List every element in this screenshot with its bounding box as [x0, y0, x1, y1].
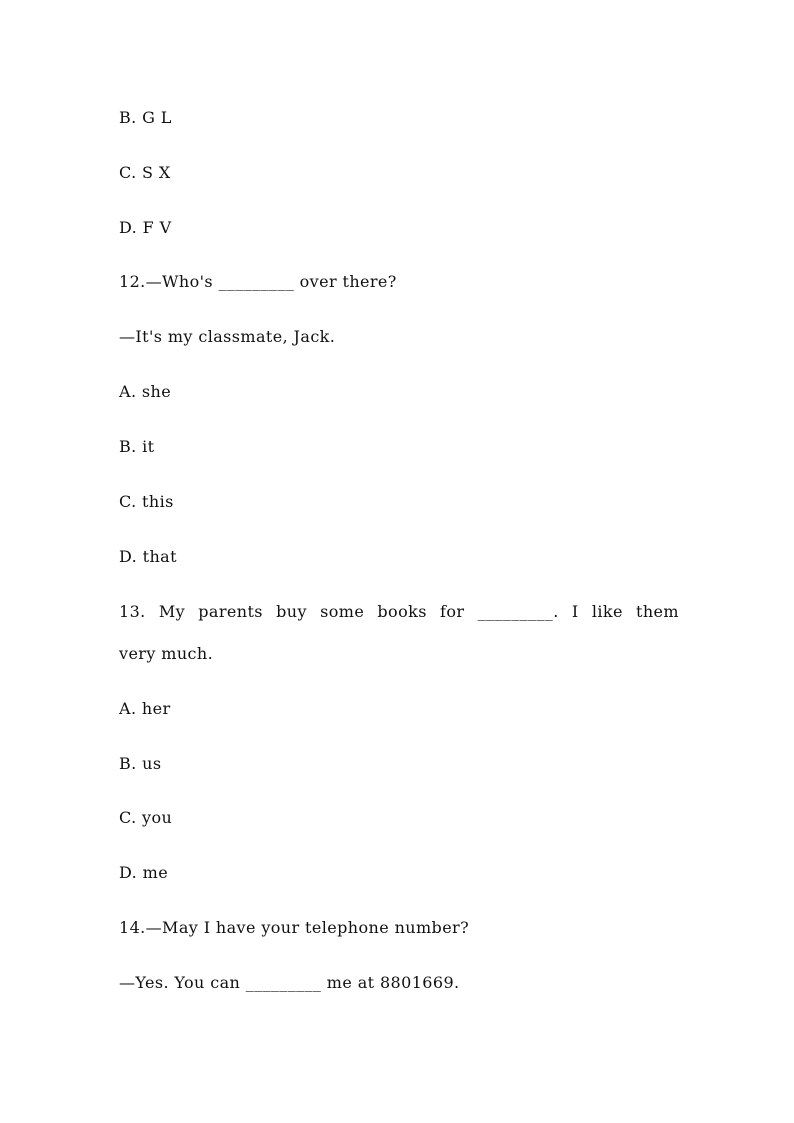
- q13-question-stem-line2: very much.: [119, 644, 214, 663]
- q12-dialogue-reply: —It's my classmate, Jack.: [119, 327, 336, 346]
- q13-option-a: A. her: [119, 699, 171, 718]
- q11-option-b: B. G L: [119, 108, 172, 127]
- q13-option-d: D. me: [119, 863, 169, 882]
- q12-option-a: A. she: [119, 382, 172, 401]
- q13-option-b: B. us: [119, 754, 162, 773]
- q13-option-c: C. you: [119, 808, 173, 827]
- q14-question-stem: 14.—May I have your telephone number?: [119, 918, 470, 937]
- q11-option-d: D. F V: [119, 218, 172, 237]
- q12-option-d: D. that: [119, 547, 177, 566]
- q11-option-c: C. S X: [119, 163, 171, 182]
- q13-question-stem-line1: 13. My parents buy some books for _________. I like them: [119, 602, 679, 621]
- q12-question-stem: 12.—Who's _________ over there?: [119, 272, 397, 291]
- q12-option-c: C. this: [119, 492, 174, 511]
- q12-option-b: B. it: [119, 437, 155, 456]
- q14-dialogue-reply: —Yes. You can _________ me at 8801669.: [119, 973, 460, 992]
